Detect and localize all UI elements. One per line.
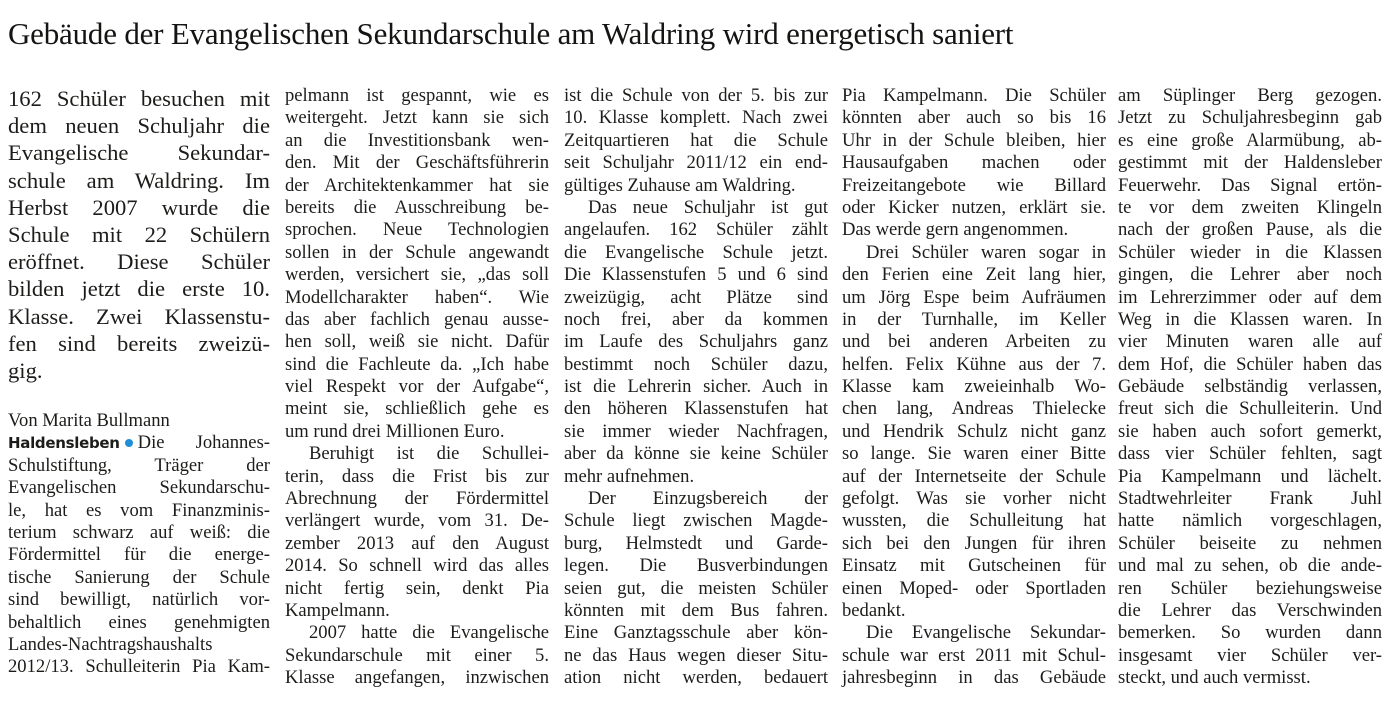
body-line: Die Klassenstufen 5 und 6 sind	[564, 264, 828, 286]
body-line: sind die Fachleute da. „Ich habe	[285, 353, 549, 375]
paragraph-start: Drei Schüler waren sogar in	[866, 241, 1106, 263]
body-line: in der Turnhalle, im Keller	[842, 308, 1106, 330]
body-line: sich bei den Jungen für ihren	[842, 532, 1106, 554]
body-line: am Süplinger Berg gezogen.	[1118, 85, 1382, 106]
lead-line: eröffnet. Diese Schüler	[8, 249, 270, 275]
body-line: auf der Internetseite der Schule	[842, 465, 1106, 487]
body-line: Pia Kampelmann. Die Schüler	[842, 85, 1106, 106]
body-line: freut sich die Schulleiterin. Und	[1118, 398, 1382, 420]
body-line: ist die Schule von der 5. bis zur	[564, 85, 828, 106]
body-line: ren Schüler beziehungsweise	[1118, 577, 1382, 599]
body-line: Einsatz mit Gutscheinen für	[842, 555, 1106, 577]
body-line: terin, dass die Frist bis zur	[285, 465, 549, 487]
body-line: aber da könne sie keine Schüler	[564, 443, 828, 465]
body-line: insgesamt vier Schüler ver-	[1118, 644, 1382, 666]
body-line: den. Mit der Geschäftsführerin	[285, 152, 549, 174]
body-line: gingen, die Lehrer aber noch	[1118, 264, 1382, 286]
body-line: Uhr in der Schule bleiben, hier	[842, 129, 1106, 151]
body-line: Schüler wieder in die Klassen	[1118, 241, 1382, 263]
body-line: Gebäude selbständig verlassen,	[1118, 376, 1382, 398]
body-line: einen Moped- oder Sportladen	[842, 577, 1106, 599]
paragraph-start: Beruhigt ist die Schullei-	[309, 443, 549, 465]
body-line: vier Minuten waren alle auf	[1118, 331, 1382, 353]
body-line: Fördermittel für die energe-	[8, 544, 270, 566]
lead-paragraph	[8, 85, 270, 384]
body-line: Hausaufgaben machen oder	[842, 152, 1106, 174]
article-headline: Gebäude der Evangelischen Sekundarschule am Waldring wird energetisch saniert	[8, 16, 1014, 51]
body-line: schule war erst 2011 mit Schul-	[842, 644, 1106, 666]
body-line: Eine Ganztagsschule aber kön-	[564, 622, 828, 644]
article-column-3	[564, 85, 828, 690]
body-line: gültiges Zuhause am Waldring.	[564, 174, 796, 196]
article-column-1	[8, 85, 270, 679]
lead-line: dem neuen Schuljahr die	[8, 113, 270, 139]
body-line: behaltlich eines genehmigten	[8, 611, 270, 633]
body-line: um rund drei Millionen Euro.	[285, 420, 505, 442]
lead-line: bilden jetzt die erste 10.	[8, 276, 270, 302]
body-line: Sekundarschule mit einer 5.	[285, 644, 549, 666]
paragraph-start: Die Evangelische Sekundar-	[866, 622, 1106, 644]
article-column-2	[285, 85, 549, 690]
body-line: Zeitquartieren hat die Schule	[564, 129, 828, 151]
body-line: zember 2013 auf den August	[285, 532, 549, 554]
body-line: um Jörg Espe beim Aufräumen	[842, 286, 1106, 308]
paragraph-start: Der Einzugsbereich der	[588, 488, 828, 510]
body-line: terium schwarz auf weiß: die	[8, 522, 270, 544]
body-line: dem Hof, die Schüler haben das	[1118, 353, 1382, 375]
body-line: im Lehrerzimmer oder auf dem	[1118, 286, 1382, 308]
body-line: dass vier Schüler fehlten, sagt	[1118, 443, 1382, 465]
paragraph-start: 2007 hatte die Evangelische	[309, 622, 549, 644]
body-line: und bei anderen Arbeiten zu	[842, 331, 1106, 353]
body-line: und Hendrik Schulz nicht ganz	[842, 420, 1106, 442]
body-line: an die Investitionsbank wen-	[285, 129, 549, 151]
body-line: gefolgt. Was sie vorher nicht	[842, 488, 1106, 510]
body-line: werden, versichert sie, „das soll	[285, 264, 549, 286]
body-line: nach der großen Pause, als die	[1118, 219, 1382, 241]
body-line: die Lehrer das Verschwinden	[1118, 599, 1382, 621]
body-line: 2014. So schnell wird das alles	[285, 555, 549, 577]
body-line: das aber fachlich genau ausse-	[285, 308, 549, 330]
lead-line: gig.	[8, 357, 43, 383]
body-line: könnten aber auch so bis 16	[842, 107, 1106, 129]
body-line: könnten mit dem Bus fahren.	[564, 599, 828, 621]
body-line: 10. Klasse komplett. Nach zwei	[564, 107, 828, 129]
body-line: ne das Haus wegen dieser Situ-	[564, 644, 828, 666]
body-line: helfen. Felix Kühne aus der 7.	[842, 353, 1106, 375]
body-line: Schüler beiseite zu nehmen	[1118, 532, 1382, 554]
body-line: bemerken. So wurden dann	[1118, 622, 1382, 644]
body-line: Klasse kam zweieinhalb Wo-	[842, 376, 1106, 398]
body-line: im Laufe des Schuljahrs ganz	[564, 331, 828, 353]
lead-line: schule am Waldring. Im	[8, 167, 270, 193]
body-line: ist die Lehrerin sicher. Auch in	[564, 376, 828, 398]
body-line: Weg in die Klassen waren. In	[1118, 308, 1382, 330]
body-line: Abrechnung der Fördermittel	[285, 488, 549, 510]
body-line: wussten, die Schulleitung hat	[842, 510, 1106, 532]
body-line: sind bewilligt, natürlich vor-	[8, 589, 270, 611]
body-line: hatte nämlich vorgeschlagen,	[1118, 510, 1382, 532]
dateline: Haldensleben	[8, 434, 120, 453]
lead-line: fen sind bereits zweizü-	[8, 330, 270, 356]
body-line: le, hat es vom Finanzminis-	[8, 499, 270, 521]
lead-line: Schule mit 22 Schülern	[8, 221, 270, 247]
body-line: nicht fertig sein, denkt Pia	[285, 577, 549, 599]
article-column-4	[842, 85, 1106, 690]
body-line: steckt, und auch vermisst.	[1118, 667, 1311, 689]
body-line: oder Kicker nutzen, erklärt sie.	[842, 196, 1106, 218]
body-line: die Evangelische Schule jetzt.	[564, 241, 828, 263]
body-line: der Architektenkammer hat sie	[285, 174, 549, 196]
body-line: Feuerwehr. Das Signal ertön-	[1118, 174, 1382, 196]
lead-line: Klasse. Zwei Klassenstu-	[8, 303, 270, 329]
body-line: es eine große Alarmübung, ab-	[1118, 129, 1382, 151]
body-line: bestimmt noch Schüler dazu,	[564, 353, 828, 375]
body-line: sie haben auch sofort gemerkt,	[1118, 420, 1382, 442]
body-line: Jetzt zu Schuljahresbeginn gab	[1118, 107, 1382, 129]
body-line: so lange. Sie waren einer Bitte	[842, 443, 1106, 465]
body-line: viel Respekt vor der Aufgabe“,	[285, 376, 549, 398]
body-line: gestimmt mit der Haldensleber	[1118, 152, 1382, 174]
body-line: angelaufen. 162 Schüler zählt	[564, 219, 828, 241]
body-line: pelmann ist gespannt, wie es	[285, 85, 549, 106]
body-line: sollen in der Schule angewandt	[285, 241, 549, 263]
body-line: hen soll, weiß sie nicht. Dafür	[285, 331, 549, 353]
body-line: den höheren Klassenstufen hat	[564, 398, 828, 420]
article-column-5	[1118, 85, 1382, 690]
body-line: meint sie, schließlich gehe es	[285, 398, 549, 420]
body-line: Pia Kampelmann und lächelt.	[1118, 465, 1382, 487]
body-line: und mal zu sehen, ob die ande-	[1118, 555, 1382, 577]
body-line: bedankt.	[842, 599, 906, 621]
body-text: Die Johannes-	[137, 432, 270, 454]
body-line: Evangelischen Sekundarschu-	[8, 477, 270, 499]
body-line: sprochen. Neue Technologien	[285, 219, 549, 241]
body-line: zweizügig, acht Plätze sind	[564, 286, 828, 308]
lead-line: Evangelische Sekundar-	[8, 140, 270, 166]
body-line: chen lang, Andreas Thielecke	[842, 398, 1106, 420]
byline: Von Marita Bullmann	[8, 410, 170, 432]
body-line: seien gut, die meisten Schüler	[564, 577, 828, 599]
body-line: Stadtwehrleiter Frank Juhl	[1118, 488, 1382, 510]
body-line: sie immer wieder Nachfragen,	[564, 420, 828, 442]
body-line: Freizeitangebote wie Billard	[842, 174, 1106, 196]
body-line: seit Schuljahr 2011/12 ein end-	[564, 152, 828, 174]
body-line: Kampelmann.	[285, 599, 390, 621]
body-line-dateline	[8, 432, 270, 454]
body-line: weitergeht. Jetzt kann sie sich	[285, 107, 549, 129]
lead-line: Herbst 2007 wurde die	[8, 194, 270, 220]
body-line: ation nicht werden, bedauert	[564, 667, 828, 689]
body-line: Modellcharakter haben“. Wie	[285, 286, 549, 308]
body-line: Schulstiftung, Träger der	[8, 454, 270, 476]
body-line: Klasse angefangen, inzwischen	[285, 667, 549, 689]
body-line: bereits die Ausschreibung be-	[285, 196, 549, 218]
paragraph-start: Das neue Schuljahr ist gut	[588, 196, 828, 218]
body-line: 2012/13. Schulleiterin Pia Kam-	[8, 656, 270, 678]
body-line: mehr aufnehmen.	[564, 465, 695, 487]
lead-line: 162 Schüler besuchen mit	[8, 86, 270, 111]
body-line: Schule liegt zwischen Magde-	[564, 510, 828, 532]
body-line: den Ferien eine Zeit lang hier,	[842, 264, 1106, 286]
body-line: jahresbeginn in das Gebäude	[842, 667, 1106, 689]
body-line: Landes-Nachtragshaushalts	[8, 633, 213, 655]
body-line: tische Sanierung der Schule	[8, 566, 270, 588]
body-line: legen. Die Busverbindungen	[564, 555, 828, 577]
body-line: Das werde gern angenommen.	[842, 219, 1069, 241]
body-line: te vor dem zweiten Klingeln	[1118, 196, 1382, 218]
body-line: verlängert wurde, vom 31. De-	[285, 510, 549, 532]
body-line: noch frei, aber da kommen	[564, 308, 828, 330]
bullet-dot-icon	[125, 439, 133, 447]
body-line: burg, Helmstedt und Garde-	[564, 532, 828, 554]
